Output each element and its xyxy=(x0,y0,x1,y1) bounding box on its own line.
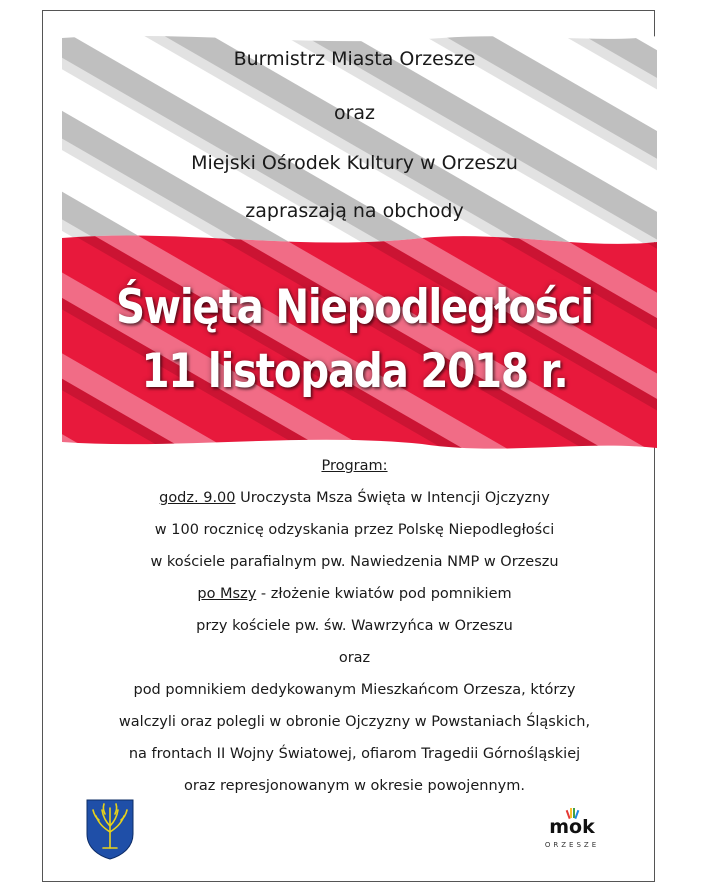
program-line-1 xyxy=(0,490,709,506)
program-heading xyxy=(0,458,709,474)
event-title: Święta Niepodległości xyxy=(115,280,593,335)
header-conjunction: oraz xyxy=(333,102,376,124)
header-organizer: Burmistrz Miasta Orzesze xyxy=(233,48,476,70)
mok-wordmark: mok xyxy=(549,816,595,838)
program-line-8: walczyli oraz polegli w obronie Ojczyzny w Powstaniach Śląskich, xyxy=(118,714,591,730)
event-date: 11 listopada 2018 r. xyxy=(141,344,568,399)
program-line-1-text: Uroczysta Msza Święta w Intencji Ojczyzny xyxy=(235,490,550,506)
mok-orzesze-logo xyxy=(540,808,615,858)
program-line-2: w 100 rocznicę odzyskania przez Polskę Niepodległości xyxy=(154,522,555,538)
program-line-5: przy kościele pw. św. Wawrzyńca w Orzeszu xyxy=(196,618,513,634)
program-line-10: oraz represjonowanym w okresie powojennym. xyxy=(184,778,525,794)
program-line-3: w kościele parafialnym pw. Nawiedzenia NMP w Orzeszu xyxy=(150,554,559,570)
mok-subtitle: ORZESZE xyxy=(544,841,600,849)
program-line-6: oraz xyxy=(338,650,371,666)
program-heading-text: Program: xyxy=(321,458,388,474)
program-line-4-text: - złożenie kwiatów pod pomnikiem xyxy=(256,586,512,602)
header-institution: Miejski Ośrodek Kultury w Orzeszu xyxy=(191,152,518,174)
program-line-9: na frontach II Wojny Światowej, ofiarom Tragedii Górnośląskiej xyxy=(128,746,581,762)
program-line-7: pod pomnikiem dedykowanym Mieszkańcom Orzesza, którzy xyxy=(133,682,576,698)
header-invitation: zapraszają na obchody xyxy=(245,200,464,222)
program-line-4 xyxy=(0,586,709,602)
orzesze-coat-of-arms-icon xyxy=(85,798,135,860)
program-after-label: po Mszy xyxy=(197,586,257,602)
flag-red-band xyxy=(62,235,657,448)
program-time-label: godz. 9.00 xyxy=(159,490,236,506)
